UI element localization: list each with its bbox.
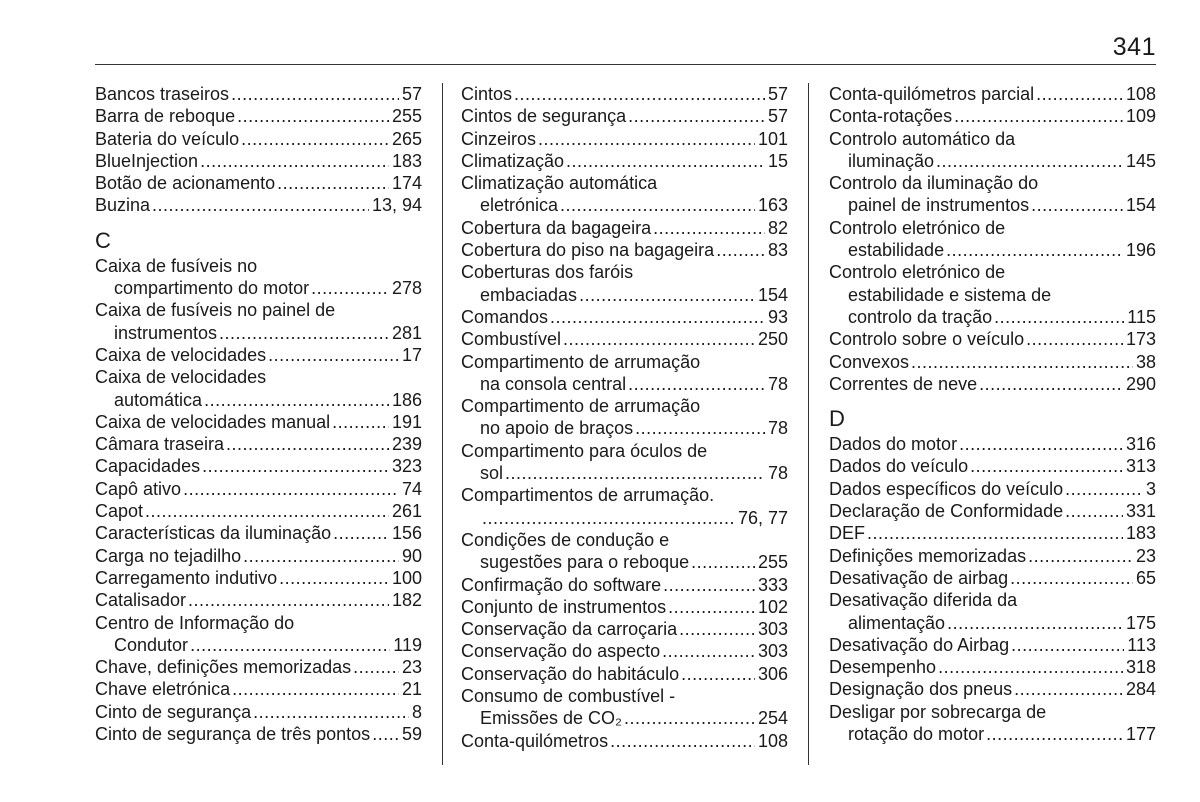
index-entry [95,701,422,723]
entry-text: Conta-quilómetros parcial [829,84,1035,104]
entry-text: alimentação [848,612,946,633]
index-entry [829,478,1156,500]
entry-text: Desempenho [829,657,937,678]
entry-text: sugestões para o reboque [480,552,690,573]
dot-leader [610,730,755,752]
index-entry [461,217,788,239]
page-reference: 182 [391,590,422,611]
index-entry [829,701,1156,746]
dot-leader [190,634,390,656]
index-entry [829,678,1156,700]
dot-leader [911,351,1133,373]
dot-leader [226,433,389,455]
dot-leader [237,105,389,127]
index-entry [829,433,1156,455]
dot-leader [691,551,755,573]
dot-leader [970,455,1123,477]
page-reference: 93 [767,306,788,327]
dot-leader [482,507,735,529]
index-entry [95,567,422,589]
index-entry [829,105,1156,127]
entry-text: Conservação do aspecto [461,641,661,662]
entry-text: Controlo eletrónico de [829,262,1006,283]
index-entry [829,261,1156,328]
index-column-1 [95,83,422,745]
page-reference: 65 [1135,567,1156,588]
page-reference: 175 [1125,612,1156,633]
page-reference: 323 [391,456,422,477]
entry-text: no apoio de braços [480,418,634,439]
entry-text: Cinto de segurança de três pontos [95,724,371,745]
entry-text: Bateria do veículo [95,128,240,149]
page-reference: 318 [1125,657,1156,678]
dot-leader [954,105,1123,127]
index-entry [829,128,1156,173]
index-entry [95,105,422,127]
index-entry [461,239,788,261]
dot-leader [219,322,389,344]
entry-text: Coberturas dos faróis [461,262,634,283]
page-reference: 163 [757,195,788,216]
page-reference: 115 [1127,306,1156,327]
dot-leader [566,150,765,172]
page-reference: 57 [401,84,422,104]
dot-leader [152,194,369,216]
page-reference: 38 [1135,351,1156,372]
dot-leader [1065,500,1123,522]
entry-text: Desligar por sobrecarga de [829,701,1047,722]
dot-leader [514,83,765,105]
dot-leader [353,656,399,678]
page-reference: 57 [767,106,788,127]
page-reference: 177 [1125,724,1156,745]
page-reference: 156 [391,523,422,544]
page-reference: 74 [401,478,422,499]
entry-text: Compartimento para óculos de [461,440,708,461]
dot-leader [145,500,389,522]
page-reference: 23 [401,657,422,678]
page-reference: 290 [1125,373,1156,394]
column-divider [442,83,443,765]
index-entry [95,344,422,366]
page-reference: 333 [757,574,788,595]
entry-text: Capacidades [95,456,201,477]
entry-text: Controlo automático da [829,128,1016,149]
index-entry [829,567,1156,589]
entry-text: Compartimento de arrumação [461,396,701,417]
entry-text: Buzina [95,195,151,216]
index-entry [829,455,1156,477]
index-entry [829,351,1156,373]
section-letter: C [95,227,111,253]
dot-leader [947,612,1123,634]
index-entry [95,128,422,150]
entry-text: na consola central [480,373,627,394]
index-entry [95,366,422,411]
index-entry [461,328,788,350]
entry-text: rotação do motor [848,724,985,745]
entry-text: Carregamento indutivo [95,567,278,588]
entry-text: painel de instrumentos [848,195,1030,216]
entry-text: Comandos [461,306,549,327]
index-entry [829,545,1156,567]
dot-leader [1065,478,1143,500]
entry-text: Combustível [461,329,562,350]
page-reference: 108 [757,730,788,751]
entry-text: Desativação do Airbag [829,634,1010,655]
page-reference: 174 [391,173,422,194]
index-entry [829,172,1156,217]
entry-text: Condições de condução e [461,529,670,550]
page-reference: 250 [757,329,788,350]
index-entry [461,128,788,150]
dot-leader [1014,678,1123,700]
page-reference: 154 [757,284,788,305]
page-reference: 8 [411,701,422,722]
page-reference: 331 [1125,501,1156,522]
section-letter: D [829,406,845,432]
entry-text: Condutor [114,634,189,655]
entry-text: Caixa de velocidades [95,367,267,388]
dot-leader [662,640,755,662]
entry-text: Câmara traseira [95,434,225,455]
entry-text: estabilidade e sistema de [848,284,1052,305]
entry-text: Cintos de segurança [461,106,627,127]
dot-leader [653,217,765,239]
entry-text: Conta-quilómetros [461,730,609,751]
dot-leader [243,545,399,567]
entry-text: Correntes de neve [829,373,978,394]
dot-leader [579,284,755,306]
index-entry [461,440,788,485]
page-reference: 183 [391,150,422,171]
index-entry [461,663,788,685]
dot-leader [253,701,409,723]
entry-text: DEF [829,523,865,544]
index-entry [95,411,422,433]
entry-text: Bancos traseiros [95,84,230,104]
index-entry [461,685,788,730]
entry-text: Chave, definições memorizadas [95,657,352,678]
dot-leader [1026,328,1123,350]
page-reference: 316 [1125,434,1156,455]
entry-text: Controlo da iluminação do [829,173,1039,194]
dot-leader [200,150,389,172]
entry-text: Compartimentos de arrumação. [461,485,715,506]
dot-leader [979,373,1123,395]
index-entry [95,522,422,544]
entry-text: Caixa de velocidades [95,344,267,365]
entry-text: Dados do veículo [829,456,969,477]
page-reference: 278 [391,278,422,299]
dot-leader [232,678,399,700]
index-entry [95,455,422,477]
page-reference: 254 [757,708,788,729]
index-entry [95,500,422,522]
index-entry [461,618,788,640]
entry-text: Capot [95,501,144,522]
entry-text: Cobertura do piso na bagageira [461,240,715,261]
page-reference: 186 [391,389,422,410]
index-entry [95,194,422,216]
index-entry [461,172,788,217]
dot-leader [716,239,765,261]
page-reference: 154 [1125,195,1156,216]
entry-text: Desativação diferida da [829,590,1018,611]
entry-text: Convexos [829,351,910,372]
entry-text: Climatização [461,150,565,171]
dot-leader [1036,83,1123,105]
index-entry [461,640,788,662]
index-entry [829,328,1156,350]
page-reference: 303 [757,619,788,640]
page-reference: 313 [1125,456,1156,477]
header-rule [95,64,1156,65]
entry-text: estabilidade [848,240,945,261]
dot-leader [279,567,389,589]
dot-leader [1028,545,1133,567]
index-entry [95,589,422,611]
index-entry [95,172,422,194]
index-entry [95,612,422,657]
page-reference: 109 [1125,106,1156,127]
dot-leader [372,723,399,745]
entry-text: Caixa de fusíveis no painel de [95,300,336,321]
index-entry [829,589,1156,634]
entry-text: BlueInjection [95,150,199,171]
index-entry [95,678,422,700]
page-reference: 145 [1125,150,1156,171]
page-reference: 78 [767,418,788,439]
index-entry [461,529,788,574]
index-entry [461,261,788,306]
entry-text: Definições memorizadas [829,545,1027,566]
entry-text: Designação dos pneus [829,679,1013,700]
dot-leader [332,411,389,433]
dot-leader [959,433,1123,455]
index-entry [829,500,1156,522]
page-reference: 102 [757,596,788,617]
dot-leader [241,128,389,150]
dot-leader [628,373,765,395]
index-entry [829,656,1156,678]
dot-leader [505,462,765,484]
entry-text: instrumentos [114,322,218,343]
index-entry [95,299,422,344]
page-reference: 113 [1127,634,1156,655]
dot-leader [663,574,755,596]
page-reference: 101 [757,128,788,149]
entry-text: Conta-rotações [829,106,953,127]
entry-text: Emissões de CO₂ [480,708,623,729]
dot-leader [202,455,389,477]
index-entry [461,351,788,396]
page-reference: 23 [1135,545,1156,566]
entry-text: Cinzeiros [461,128,537,149]
entry-text: controlo da tração [848,306,993,327]
dot-leader [679,618,755,640]
page-reference: 239 [391,434,422,455]
index-entry [95,656,422,678]
page-reference: 21 [401,679,422,700]
entry-text: Declaração de Conformidade [829,501,1064,522]
index-entry [461,484,788,529]
dot-leader [624,707,755,729]
index-entry [461,596,788,618]
dot-leader [986,723,1123,745]
page-reference: 281 [391,322,422,343]
entry-text: Chave eletrónica [95,679,231,700]
page-reference: 173 [1125,329,1156,350]
column-divider [808,83,809,765]
entry-text: Catalisador [95,590,187,611]
dot-leader [563,328,755,350]
index-entry [829,217,1156,262]
page-reference: 17 [401,344,422,365]
entry-text: Dados específicos do veículo [829,478,1064,499]
dot-leader [538,128,755,150]
entry-text: Barra de reboque [95,106,236,127]
index-entry [829,634,1156,656]
page-reference: 59 [401,724,422,745]
entry-text: Confirmação do software [461,574,662,595]
entry-text: Conservação da carroçaria [461,619,678,640]
index-entry [461,83,788,105]
entry-text: embaciadas [480,284,578,305]
index-entry [95,478,422,500]
dot-leader [635,417,765,439]
index-entry [829,373,1156,395]
page-reference: 76, 77 [737,507,788,528]
dot-leader [938,656,1123,678]
entry-text: Compartimento de arrumação [461,351,701,372]
index-entry [95,433,422,455]
index-entry [829,522,1156,544]
entry-text: Botão de acionamento [95,173,276,194]
page-reference: 100 [391,567,422,588]
dot-leader [628,105,765,127]
page-reference: 255 [757,552,788,573]
index-column-3 [829,83,1156,745]
entry-text: Controlo eletrónico de [829,217,1006,238]
page-reference: 78 [767,373,788,394]
page-reference: 261 [391,501,422,522]
entry-text: Características da iluminação [95,523,332,544]
dot-leader [268,344,399,366]
page-reference: 82 [767,217,788,238]
entry-text: Cinto de segurança [95,701,252,722]
page-reference: 108 [1125,84,1156,104]
page-reference: 255 [391,106,422,127]
page-number: 341 [1112,33,1156,61]
entry-text: iluminação [848,150,935,171]
dot-leader [1011,634,1124,656]
index-entry [461,395,788,440]
dot-leader [550,306,765,328]
index-entry [461,105,788,127]
dot-leader [183,478,399,500]
index-entry [829,83,1156,105]
page-reference: 90 [401,545,422,566]
entry-text: Consumo de combustível - [461,686,676,707]
index-column-2 [461,83,788,752]
index-entry [95,723,422,745]
entry-text: Dados do motor [829,434,958,455]
page-reference: 119 [393,634,422,655]
dot-leader [668,596,755,618]
entry-text: Conservação do habitáculo [461,663,680,684]
dot-leader [946,239,1123,261]
page-reference: 3 [1145,478,1156,499]
dot-leader [333,522,389,544]
page-reference: 13, 94 [371,195,422,216]
entry-text: Conjunto de instrumentos [461,596,667,617]
page-reference: 196 [1125,240,1156,261]
entry-text: compartimento do motor [114,278,310,299]
index-entry [461,150,788,172]
page-reference: 83 [767,240,788,261]
page-reference: 183 [1125,523,1156,544]
entry-text: Controlo sobre o veículo [829,329,1025,350]
entry-text: Capô ativo [95,478,182,499]
entry-text: automática [114,389,203,410]
dot-leader [277,172,389,194]
entry-text: Caixa de fusíveis no [95,255,258,276]
dot-leader [311,277,389,299]
entry-text: Caixa de velocidades manual [95,411,331,432]
index-entry [95,150,422,172]
page-reference: 303 [757,641,788,662]
entry-text: Desativação de airbag [829,567,1009,588]
entry-text: eletrónica [480,195,559,216]
page-reference: 284 [1125,679,1156,700]
index-entry [461,574,788,596]
dot-leader [560,194,755,216]
page-reference: 78 [767,463,788,484]
entry-text: Climatização automática [461,173,658,194]
page-reference: 306 [757,663,788,684]
dot-leader [204,389,389,411]
entry-text: Cintos [461,84,513,104]
index-entry [461,306,788,328]
dot-leader [231,83,399,105]
dot-leader [867,522,1123,544]
entry-text: Carga no tejadilho [95,545,242,566]
index-entry [95,545,422,567]
dot-leader [1010,567,1133,589]
entry-text: Centro de Informação do [95,612,295,633]
page-reference: 265 [391,128,422,149]
index-entry [95,83,422,105]
dot-leader [994,306,1124,328]
page-reference: 57 [767,84,788,104]
index-entry [461,730,788,752]
page-reference: 15 [767,150,788,171]
dot-leader [1031,194,1123,216]
dot-leader [936,150,1123,172]
entry-text: sol [480,463,504,484]
dot-leader [681,663,755,685]
dot-leader [188,589,389,611]
page-reference: 191 [391,411,422,432]
entry-text: Cobertura da bagageira [461,217,652,238]
index-entry [95,255,422,300]
